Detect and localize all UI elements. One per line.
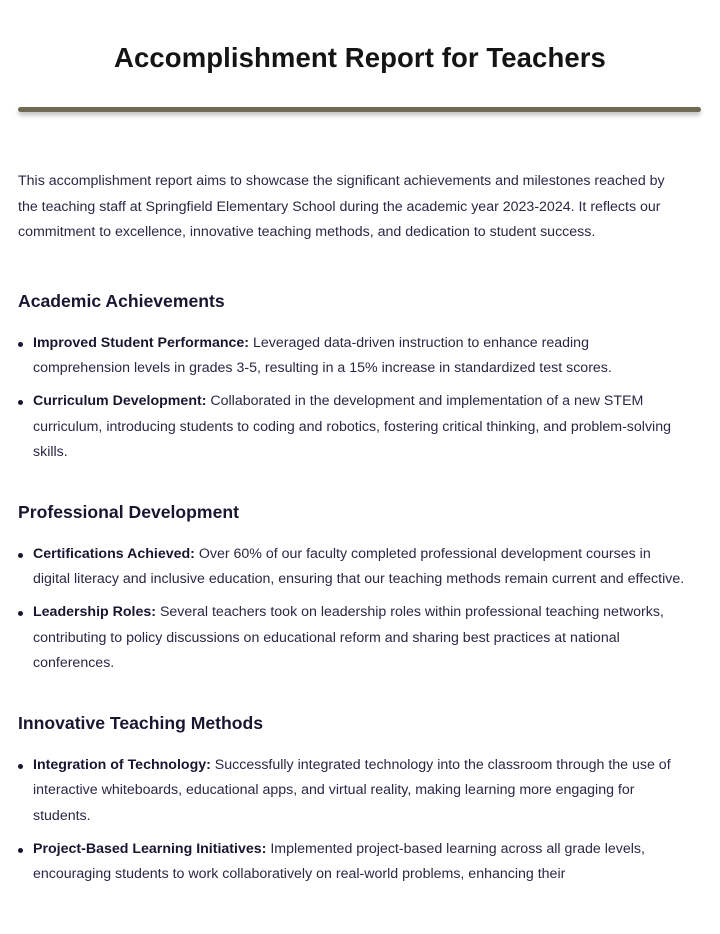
professional-development-list	[18, 542, 688, 677]
list-item	[18, 331, 688, 382]
list-item	[18, 542, 688, 593]
item-text: Implemented project-based learning across all grade levels, encouraging students to work collaboratively on real-world problems, enhancing their	[33, 840, 645, 883]
bullet-icon	[18, 848, 23, 853]
item-label: Certifications Achieved:	[33, 545, 195, 562]
bullet-icon	[18, 764, 23, 769]
section-heading-professional-development: Professional Development	[18, 501, 239, 522]
academic-achievements-list	[18, 331, 688, 466]
item-label: Project-Based Learning Initiatives:	[33, 840, 267, 857]
bullet-icon	[18, 553, 23, 558]
item-label: Improved Student Performance:	[33, 334, 250, 351]
list-item	[18, 753, 688, 830]
page-title: Accomplishment Report for Teachers	[114, 42, 606, 73]
list-item	[18, 837, 688, 888]
item-text: Leveraged data-driven instruction to enhance reading comprehension levels in grades 3-5, resulting in a 15% increase in standardized test scores.	[33, 334, 612, 377]
intro-paragraph: This accomplishment report aims to showcase the significant achievements and milestones reached by the teaching staff at Springfield Elementary School during the academic year 2023-2024. It reflects our commitment to excellence, innovative teaching methods, and dedication to student success.	[18, 173, 665, 241]
bullet-icon	[18, 400, 23, 405]
list-item	[18, 600, 688, 677]
innovative-teaching-methods-list	[18, 753, 688, 888]
section-heading-innovative-teaching-methods: Innovative Teaching Methods	[18, 712, 264, 733]
item-text: Several teachers took on leadership roles within professional teaching networks, contributing to policy discussions on educational reform and sharing best practices at national conferences.	[33, 603, 664, 672]
item-label: Leadership Roles:	[33, 603, 156, 620]
bullet-icon	[18, 342, 23, 347]
bullet-icon	[18, 611, 23, 616]
section-heading-academic-achievements: Academic Achievements	[18, 290, 225, 311]
item-label: Curriculum Development:	[33, 392, 207, 409]
item-text: Successfully integrated technology into the classroom through the use of interactive whiteboards, educational apps, and virtual reality, making learning more engaging for students.	[33, 756, 671, 824]
report-content	[18, 169, 688, 895]
item-label: Integration of Technology:	[33, 756, 211, 773]
item-text: Over 60% of our faculty completed professional development courses in digital literacy and inclusive education, ensuring that our teaching methods remain current and effective.	[33, 545, 685, 588]
item-text: Collaborated in the development and implementation of a new STEM curriculum, introducing students to coding and robotics, fostering critical thinking, and problem-solving skills.	[33, 392, 671, 461]
title-divider	[18, 107, 701, 112]
list-item	[18, 389, 688, 466]
